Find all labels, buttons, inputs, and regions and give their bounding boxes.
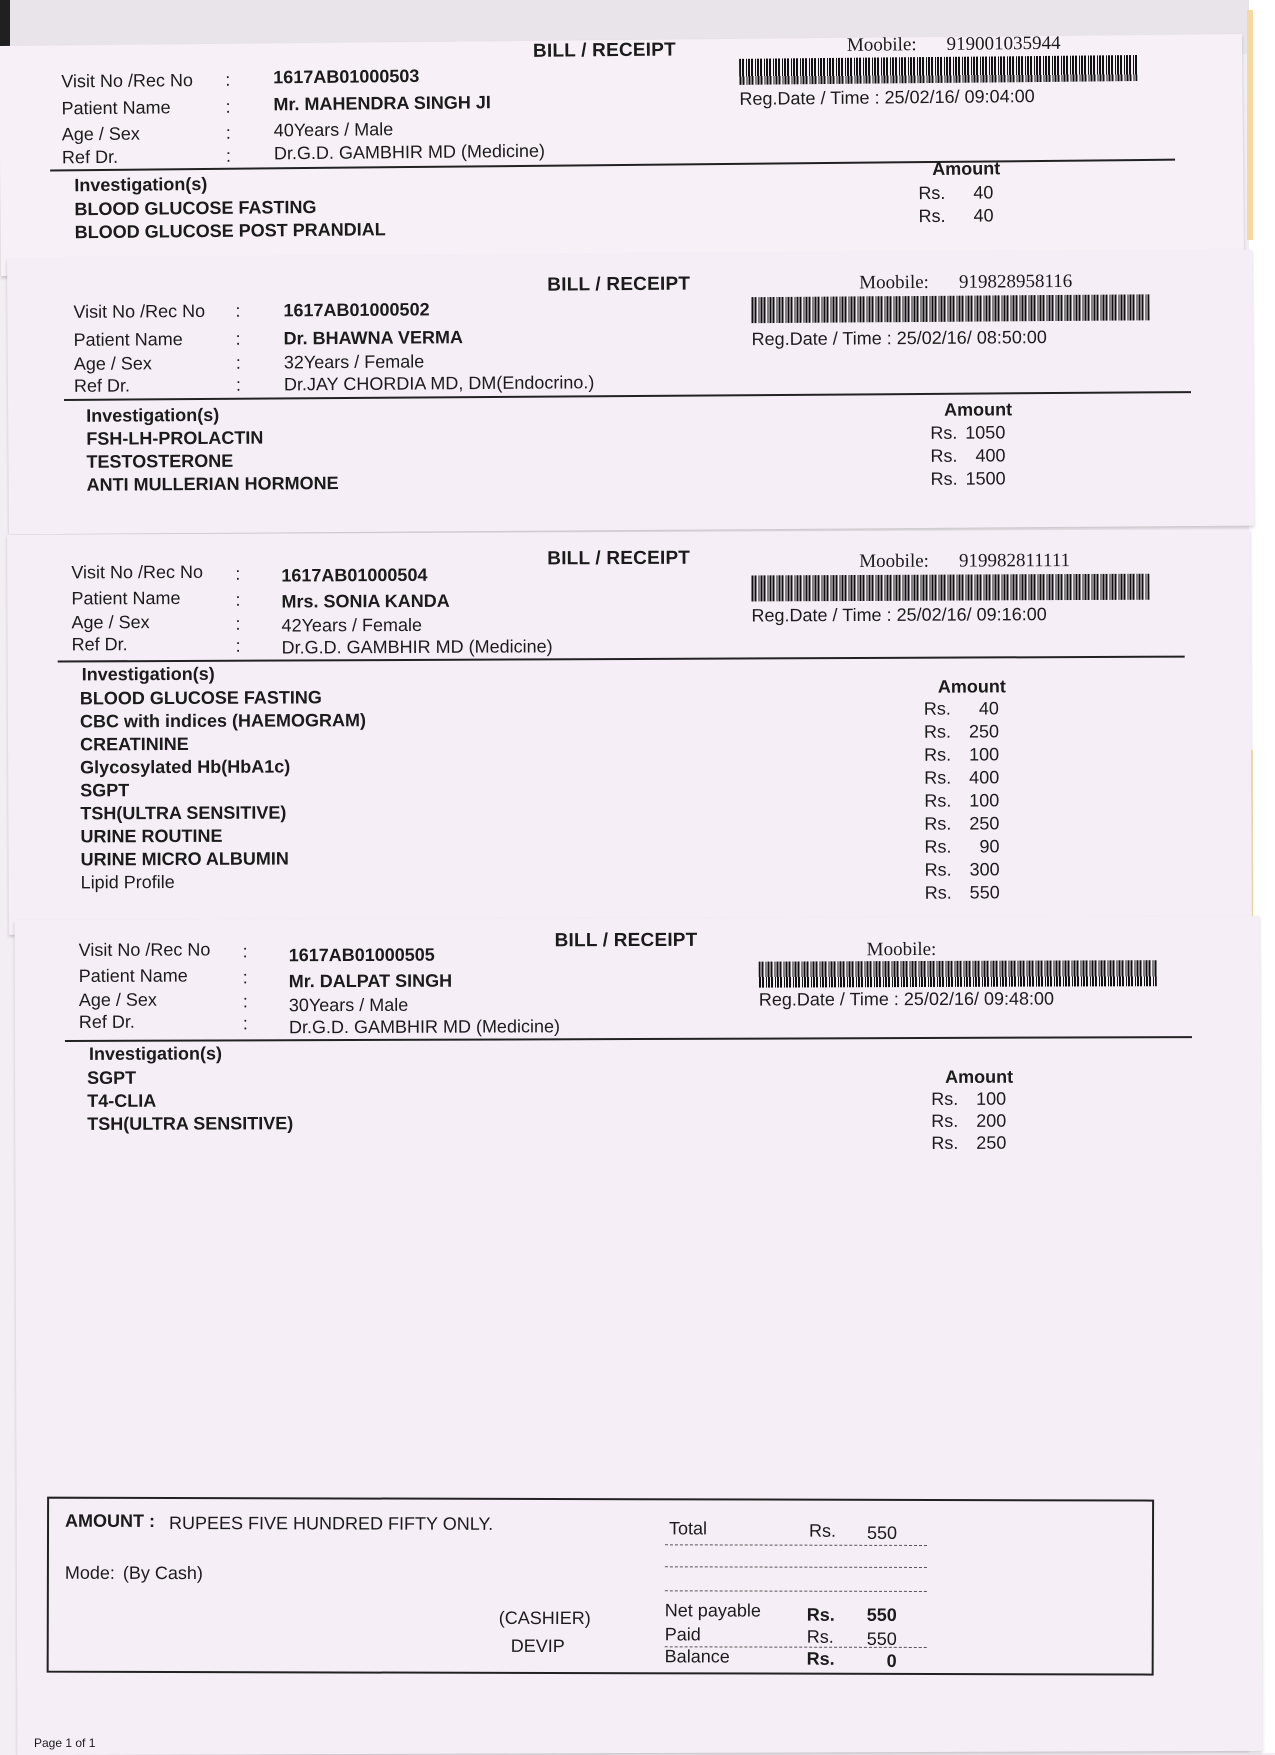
rs-label: Rs. xyxy=(925,883,952,903)
item-amount xyxy=(925,882,1000,903)
investigation-item: SGPT xyxy=(80,780,129,801)
mobile-line xyxy=(859,271,1072,294)
investigations-heading: Investigation(s) xyxy=(86,405,219,427)
amount-value: 100 xyxy=(958,1089,1006,1110)
ref-dr-label: Ref Dr. xyxy=(74,375,130,396)
total-label: Total xyxy=(669,1518,707,1539)
dotted-rule xyxy=(665,1544,927,1546)
amount-heading: Amount xyxy=(945,1067,1013,1088)
amount-heading: Amount xyxy=(932,158,1000,180)
patient-name-value: Mr. MAHENDRA SINGH JI xyxy=(273,92,491,115)
reg-date-value: 25/02/16/ 09:48:00 xyxy=(904,989,1054,1010)
dotted-rule xyxy=(665,1566,927,1568)
investigation-item: BLOOD GLUCOSE FASTING xyxy=(74,197,316,220)
rs-label: Rs. xyxy=(931,469,958,489)
amount-value: 1050 xyxy=(957,422,1005,443)
item-amount xyxy=(924,790,999,811)
amount-value: 250 xyxy=(951,721,999,742)
patient-name-value: Mrs. SONIA KANDA xyxy=(281,591,449,613)
investigation-item: TSH(ULTRA SENSITIVE) xyxy=(87,1113,293,1135)
item-amount xyxy=(918,182,993,204)
reg-date-value: 25/02/16/ 09:16:00 xyxy=(897,604,1047,625)
visit-no-label: Visit No /Rec No xyxy=(61,70,193,92)
receipt-title: BILL / RECEIPT xyxy=(547,274,690,297)
reg-date-value: 25/02/16/ 09:04:00 xyxy=(884,86,1034,107)
reg-date-value: 25/02/16/ 08:50:00 xyxy=(897,327,1047,348)
patient-name-label: Patient Name xyxy=(74,329,183,351)
colon: : xyxy=(225,97,230,118)
net-payable-label: Net payable xyxy=(665,1600,761,1621)
receipt-1 xyxy=(0,34,1244,276)
reg-date-label: Reg.Date / Time : xyxy=(759,989,899,1009)
mobile-label: Moobile: xyxy=(847,34,917,56)
patient-name-label: Patient Name xyxy=(61,97,170,119)
amount-value: 300 xyxy=(952,859,1000,880)
header-rule xyxy=(58,656,1185,663)
item-amount xyxy=(924,767,999,788)
item-amount xyxy=(930,445,1005,467)
item-amount xyxy=(931,1089,1006,1110)
investigation-item: SGPT xyxy=(87,1068,136,1089)
balance-value: 0 xyxy=(887,1651,897,1672)
cashier-label: (CASHIER) xyxy=(499,1608,591,1629)
amount-value: 100 xyxy=(951,790,999,811)
barcode-image xyxy=(739,55,1137,85)
reg-date-line xyxy=(752,327,1047,350)
item-amount xyxy=(925,859,1000,880)
reg-date-line xyxy=(751,604,1046,626)
paid-value: 550 xyxy=(867,1629,897,1650)
item-amount xyxy=(931,1111,1006,1132)
rs-label: Rs. xyxy=(925,860,952,880)
item-amount xyxy=(924,744,999,765)
colon: : xyxy=(243,991,248,1012)
rs-label: Rs. xyxy=(930,446,957,466)
amount-value: 40 xyxy=(945,182,993,203)
payment-mode-value: (By Cash) xyxy=(123,1563,203,1584)
colon: : xyxy=(235,614,240,635)
investigation-item: BLOOD GLUCOSE FASTING xyxy=(80,687,322,709)
visit-no-label: Visit No /Rec No xyxy=(79,939,211,960)
rs-label: Rs. xyxy=(924,745,951,765)
total-value: 550 xyxy=(867,1523,897,1544)
reg-date-line xyxy=(739,86,1034,110)
investigation-item: TSH(ULTRA SENSITIVE) xyxy=(80,802,286,824)
rs-label: Rs. xyxy=(807,1605,835,1626)
investigation-item: T4-CLIA xyxy=(87,1091,156,1112)
item-amount xyxy=(930,422,1005,444)
amount-value: 250 xyxy=(958,1133,1006,1154)
colon: : xyxy=(235,301,240,322)
rs-label: Rs. xyxy=(918,183,945,203)
rs-label: Rs. xyxy=(809,1521,836,1542)
rs-label: Rs. xyxy=(930,423,957,443)
balance-label: Balance xyxy=(665,1646,730,1667)
net-payable-value: 550 xyxy=(867,1605,897,1626)
amount-in-words: RUPEES FIVE HUNDRED FIFTY ONLY. xyxy=(169,1513,493,1535)
investigation-item: CBC with indices (HAEMOGRAM) xyxy=(80,710,366,732)
amount-heading: Amount xyxy=(938,676,1006,697)
rs-label: Rs. xyxy=(924,814,951,834)
mobile-number: 919001035944 xyxy=(947,33,1061,55)
colon: : xyxy=(236,375,241,396)
rs-label: Rs. xyxy=(919,206,946,226)
reg-date-label: Reg.Date / Time : xyxy=(752,328,892,349)
rs-label: Rs. xyxy=(807,1627,834,1648)
reg-date-line xyxy=(759,989,1054,1011)
age-sex-value: 40Years / Male xyxy=(274,119,394,141)
header-rule xyxy=(65,1036,1192,1042)
amount-value: 40 xyxy=(951,698,999,719)
colon: : xyxy=(236,329,241,350)
colon: : xyxy=(243,1013,248,1034)
mobile-number: 919828958116 xyxy=(959,271,1072,293)
colon: : xyxy=(226,123,231,144)
amount-value: 200 xyxy=(958,1111,1006,1132)
amount-value: 250 xyxy=(951,813,999,834)
age-sex-label: Age / Sex xyxy=(74,353,152,375)
amount-value: 90 xyxy=(951,836,999,857)
amount-value: 1500 xyxy=(958,468,1006,489)
amount-words-label: AMOUNT : xyxy=(65,1511,155,1532)
receipt-title: BILL / RECEIPT xyxy=(555,930,698,952)
reg-date-label: Reg.Date / Time : xyxy=(751,605,891,626)
rs-label: Rs. xyxy=(924,791,951,811)
investigation-item: BLOOD GLUCOSE POST PRANDIAL xyxy=(75,219,386,243)
receipt-3 xyxy=(7,529,1252,934)
item-amount xyxy=(931,1133,1006,1154)
rs-label: Rs. xyxy=(924,722,951,742)
age-sex-label: Age / Sex xyxy=(62,124,140,146)
rs-label: Rs. xyxy=(807,1649,835,1670)
paid-label: Paid xyxy=(665,1624,701,1645)
item-amount xyxy=(924,721,999,742)
reg-date-label: Reg.Date / Time : xyxy=(739,88,879,109)
rs-label: Rs. xyxy=(931,1089,958,1109)
amount-value: 100 xyxy=(951,744,999,765)
investigation-item: URINE MICRO ALBUMIN xyxy=(81,848,289,870)
patient-name-label: Patient Name xyxy=(71,588,180,609)
colon: : xyxy=(235,590,240,611)
receipt-title: BILL / RECEIPT xyxy=(533,39,676,62)
barcode-image xyxy=(759,960,1157,987)
colon: : xyxy=(236,353,241,374)
patient-name-value: Dr. BHAWNA VERMA xyxy=(284,327,463,349)
investigation-item: CREATININE xyxy=(80,734,189,755)
receipt-4 xyxy=(15,916,1263,1755)
mobile-label: Moobile: xyxy=(867,939,937,960)
age-sex-value: 42Years / Female xyxy=(281,615,422,637)
rs-label: Rs. xyxy=(924,837,951,857)
investigation-item: ANTI MULLERIAN HORMONE xyxy=(87,473,339,496)
ref-dr-label: Ref Dr. xyxy=(79,1012,135,1033)
rs-label: Rs. xyxy=(931,1111,958,1131)
ref-dr-value: Dr.G.D. GAMBHIR MD (Medicine) xyxy=(274,141,545,165)
receipt-title: BILL / RECEIPT xyxy=(547,548,690,571)
mobile-number: 919982811111 xyxy=(959,550,1070,571)
cashier-name: DEVIP xyxy=(511,1636,565,1657)
totals-box xyxy=(47,1497,1154,1676)
amount-value: 400 xyxy=(951,767,999,788)
mobile-line xyxy=(867,939,967,961)
investigations-heading: Investigation(s) xyxy=(82,664,215,686)
patient-name-label: Patient Name xyxy=(79,966,188,987)
age-sex-value: 32Years / Female xyxy=(284,351,425,373)
visit-no-value: 1617AB01000504 xyxy=(281,565,427,587)
mobile-line xyxy=(847,33,1061,57)
item-amount xyxy=(924,813,999,834)
investigation-item: TESTOSTERONE xyxy=(86,451,233,473)
mobile-label: Moobile: xyxy=(859,272,929,293)
colon: : xyxy=(236,636,241,657)
age-sex-label: Age / Sex xyxy=(71,612,149,633)
rs-label: Rs. xyxy=(924,699,951,719)
visit-no-value: 1617AB01000503 xyxy=(273,66,419,88)
ref-dr-value: Dr.G.D. GAMBHIR MD (Medicine) xyxy=(289,1016,560,1038)
mobile-line xyxy=(859,550,1070,573)
payment-mode-label: Mode: xyxy=(65,1563,115,1584)
item-amount xyxy=(924,698,999,719)
item-amount xyxy=(919,205,994,227)
investigations-heading: Investigation(s) xyxy=(74,174,207,196)
colon: : xyxy=(225,70,230,91)
visit-no-value: 1617AB01000505 xyxy=(289,945,435,967)
ref-dr-label: Ref Dr. xyxy=(72,634,128,655)
investigations-heading: Investigation(s) xyxy=(89,1043,222,1064)
investigation-item: Lipid Profile xyxy=(81,872,175,893)
item-amount xyxy=(931,468,1006,490)
page-number: Page 1 of 1 xyxy=(34,1736,95,1750)
header-rule xyxy=(64,391,1191,401)
age-sex-label: Age / Sex xyxy=(79,990,157,1011)
colon: : xyxy=(243,941,248,962)
age-sex-value: 30Years / Male xyxy=(289,995,408,1016)
ref-dr-value: Dr.G.D. GAMBHIR MD (Medicine) xyxy=(282,636,553,658)
investigation-item: FSH-LH-PROLACTIN xyxy=(86,428,263,450)
barcode-image xyxy=(751,574,1149,602)
page-edge-stripe xyxy=(1247,10,1253,240)
patient-name-value: Mr. DALPAT SINGH xyxy=(289,971,452,993)
ref-dr-value: Dr.JAY CHORDIA MD, DM(Endocrino.) xyxy=(284,372,595,395)
header-rule xyxy=(50,159,1175,172)
receipt-2 xyxy=(7,250,1254,535)
amount-heading: Amount xyxy=(944,399,1012,420)
colon: : xyxy=(226,146,231,167)
barcode-image xyxy=(751,294,1149,323)
item-amount xyxy=(924,836,999,857)
visit-no-label: Visit No /Rec No xyxy=(71,562,203,584)
rs-label: Rs. xyxy=(924,768,951,788)
colon: : xyxy=(235,564,240,585)
visit-no-value: 1617AB01000502 xyxy=(283,299,429,321)
rs-label: Rs. xyxy=(931,1133,958,1153)
ref-dr-label: Ref Dr. xyxy=(62,147,118,169)
amount-value: 400 xyxy=(957,445,1005,466)
dotted-rule xyxy=(665,1590,927,1592)
amount-value: 40 xyxy=(946,205,994,226)
investigation-item: Glycosylated Hb(HbA1c) xyxy=(80,756,290,778)
investigation-item: URINE ROUTINE xyxy=(80,826,222,848)
visit-no-label: Visit No /Rec No xyxy=(73,301,205,323)
colon: : xyxy=(243,967,248,988)
amount-value: 550 xyxy=(952,882,1000,903)
mobile-label: Moobile: xyxy=(859,551,929,572)
